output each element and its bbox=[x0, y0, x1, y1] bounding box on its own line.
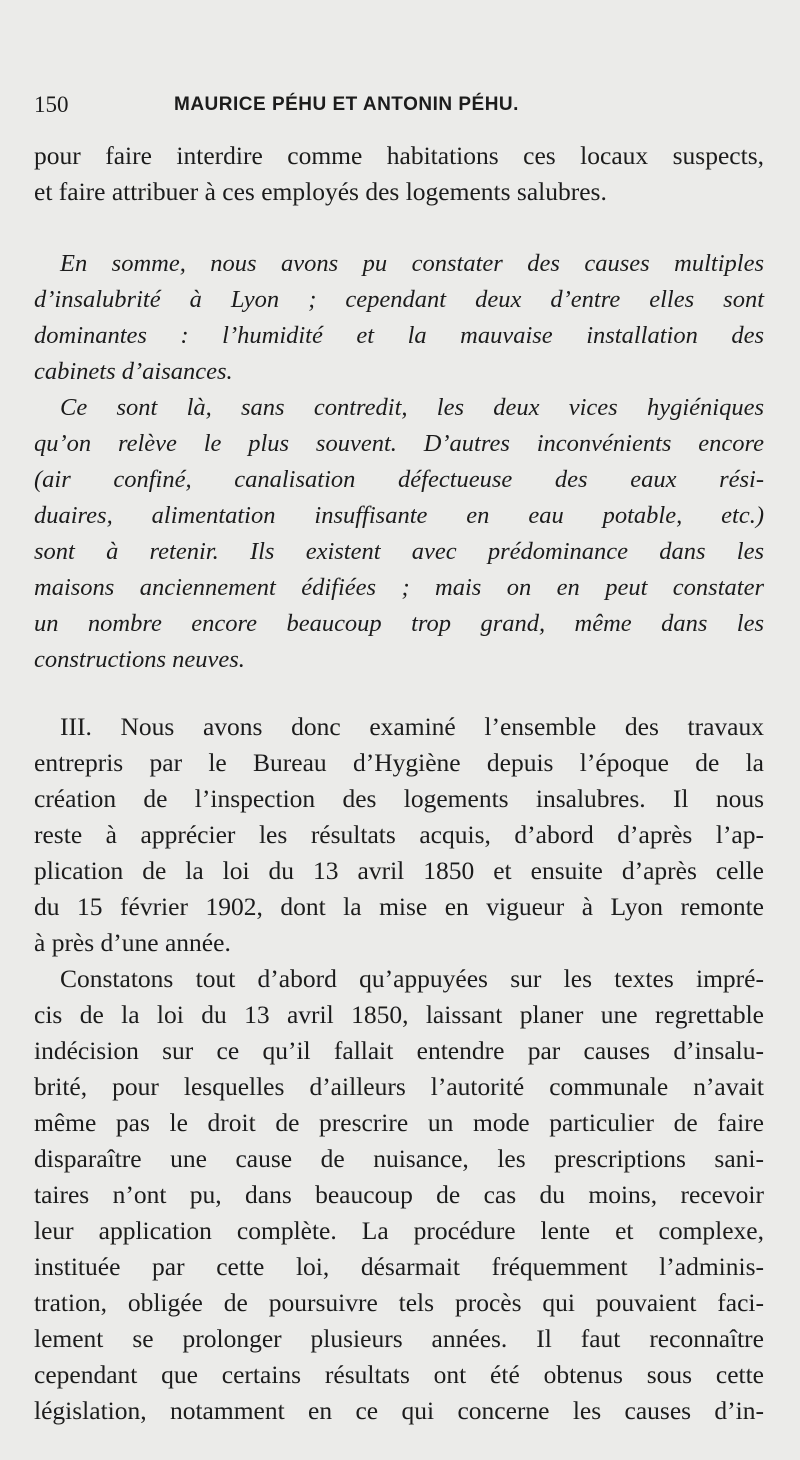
text-line: plication de la loi du 13 avril 1850 et ensuite d’après celle bbox=[34, 856, 764, 885]
text-line: brité, pour lesquelles d’ailleurs l’autorité communale n’avait bbox=[34, 1072, 764, 1101]
text-line: disparaître une cause de nuisance, les prescriptions sani- bbox=[34, 1144, 764, 1173]
text-line: Ce sont là, sans contredit, les deux vices hygiéniques bbox=[60, 394, 764, 421]
text-line: à près d’une année. bbox=[34, 928, 231, 957]
text-line: reste à apprécier les résultats acquis, d’abord d’après l’ap- bbox=[34, 820, 764, 849]
text-line: En somme, nous avons pu constater des causes multiples bbox=[60, 250, 764, 277]
text-line: et faire attribuer à ces employés des logements salubres. bbox=[34, 177, 607, 206]
running-head: MAURICE PÉHU ET ANTONIN PÉHU. bbox=[174, 94, 519, 115]
text-line: lement se prolonger plusieurs années. Il faut reconnaître bbox=[34, 1324, 764, 1353]
text-line: constructions neuves. bbox=[34, 646, 245, 673]
page-number: 150 bbox=[34, 92, 69, 117]
text-line: même pas le droit de prescrire un mode particulier de faire bbox=[34, 1108, 764, 1137]
text-line: instituée par cette loi, désarmait fréquemment l’adminis- bbox=[34, 1252, 764, 1281]
text-line: Constatons tout d’abord qu’appuyées sur les textes impré- bbox=[60, 964, 764, 993]
text-line: dominantes : l’humidité et la mauvaise installation des bbox=[34, 322, 764, 349]
text-line: pour faire interdire comme habitations ces locaux suspects, bbox=[34, 141, 764, 170]
text-line: (air confiné, canalisation défectueuse des eaux rési- bbox=[34, 466, 764, 493]
text-line: duaires, alimentation insuffisante en eau potable, etc.) bbox=[34, 502, 764, 529]
text-line: entrepris par le Bureau d’Hygiène depuis l’époque de la bbox=[34, 748, 764, 777]
text-line: indécision sur ce qu’il fallait entendre par causes d’insalu- bbox=[34, 1036, 764, 1065]
text-line: du 15 février 1902, dont la mise en vigueur à Lyon remonte bbox=[34, 892, 764, 921]
text-line: cependant que certains résultats ont été obtenus sous cette bbox=[34, 1360, 764, 1389]
text-line: tration, obligée de poursuivre tels procès qui pouvaient faci- bbox=[34, 1288, 764, 1317]
text-line: III. Nous avons donc examiné l’ensemble des travaux bbox=[60, 712, 764, 741]
page-header bbox=[34, 92, 774, 126]
text-line: un nombre encore beaucoup trop grand, même dans les bbox=[34, 610, 764, 637]
text-line: sont à retenir. Ils existent avec prédominance dans les bbox=[34, 538, 764, 565]
text-line: création de l’inspection des logements insalubres. Il nous bbox=[34, 784, 764, 813]
text-line: maisons anciennement édifiées ; mais on en peut constater bbox=[34, 574, 764, 601]
text-line: cabinets d’aisances. bbox=[34, 358, 233, 385]
text-line: leur application complète. La procédure lente et complexe, bbox=[34, 1216, 764, 1245]
text-line: taires n’ont pu, dans beaucoup de cas du moins, recevoir bbox=[34, 1180, 764, 1209]
text-line: législation, notamment en ce qui concerne les causes d’in- bbox=[34, 1396, 764, 1425]
text-line: d’insalubrité à Lyon ; cependant deux d’entre elles sont bbox=[34, 286, 764, 313]
text-line: cis de la loi du 13 avril 1850, laissant planer une regrettable bbox=[34, 1000, 764, 1029]
text-line: qu’on relève le plus souvent. D’autres inconvénients encore bbox=[34, 430, 764, 457]
